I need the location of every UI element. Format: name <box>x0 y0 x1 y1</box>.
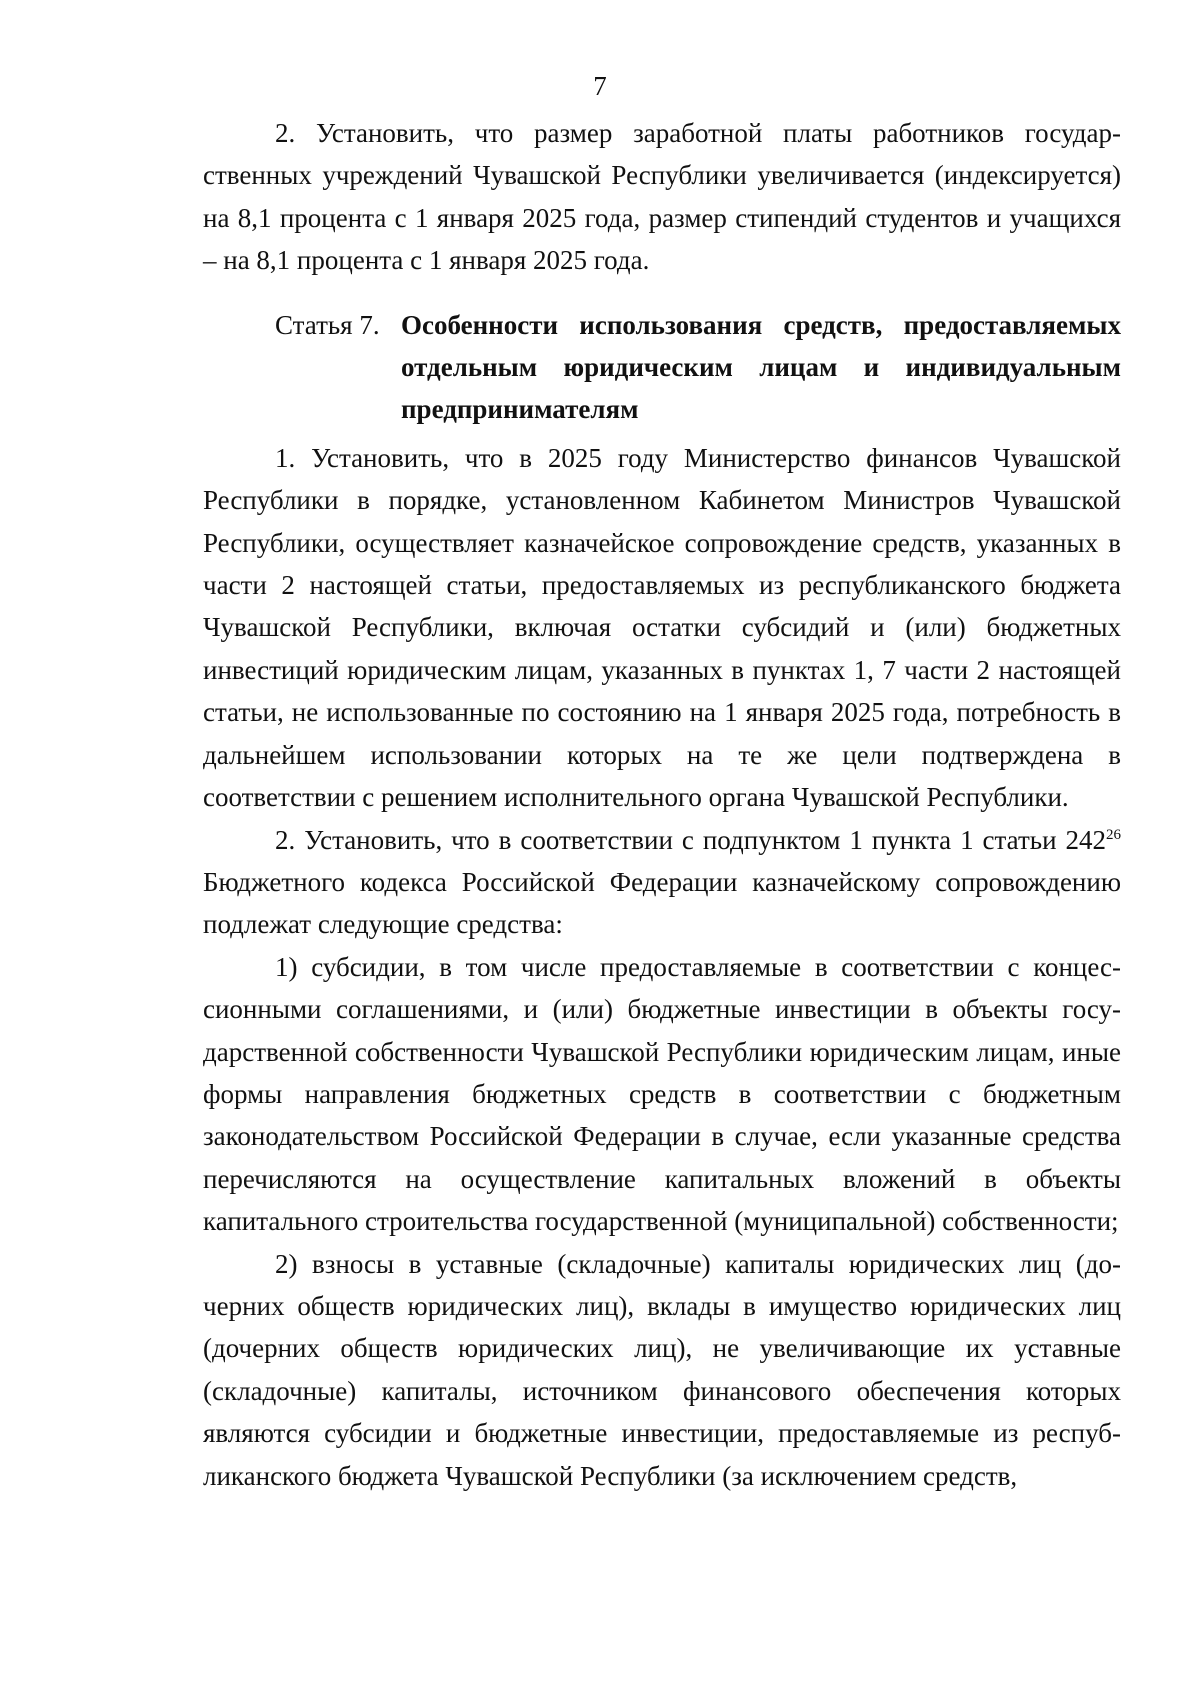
document-body <box>203 112 1121 1497</box>
article-7-heading <box>203 304 1121 431</box>
paragraph-7-1: 1. Установить, что в 2025 году Министерство финансов Чувашской Республики в порядке, установленном Кабинетом Министров Чувашской Республики, осуществляет казначейское сопровождение средств, указанных в части 2 настоящей статьи, предоставляемых из республиканского бюджета Чувашской Республики, включая остатки субсидий и (или) бюджетных инвестиций юридическим лицам, указанных в пунктах 1, 7 части 2 настоящей статьи, не использованные по состоянию на 1 января 2025 года, потребность в дальнейшем использовании которых на те же цели подтверждена в соответствии с решением исполнительного органа Чувашской Республики. <box>203 442 1121 813</box>
paragraph-7-2-start: 2. Установить, что в соответствии с подпунктом 1 пункта 1 статьи 242 <box>275 824 1106 855</box>
paragraph-7-2-end: Бюджетного кодекса Российской Федерации казначейскому сопровождению подлежат следующие средства: <box>203 866 1121 940</box>
paragraph-7-2-item-2: 2) взносы в уставные (складочные) капиталы юридических лиц (дочерних обществ юридических лиц), вклады в имущество юридических лиц (дочерних обществ юридических лиц), не увеличивающие их уставные (складочные) капиталы, источником финансового обеспечения которых являются субсидии и бюджетные инвестиции, предоставляемые из республиканского бюджета Чувашской Республики (за исключением средств, <box>203 1248 1121 1491</box>
page-number: 7 <box>593 71 607 101</box>
article-superscript: 26 <box>1106 826 1121 843</box>
paragraph-7-2 <box>203 819 1121 946</box>
article-7-title: Особенности использования средств, предоставляемых отдельным юридическим лицам и индивидуальным предпринимателям <box>401 309 1121 425</box>
paragraph-7-2-item-1: 1) субсидии, в том числе предоставляемые в соответствии с концессионными соглашениями, и (или) бюджетные инвестиции в объекты государственной собственности Чувашской Республики юридическим лицам, иные формы направления бюджетных средств в соответствии с бюджетным законодательством Российской Федерации в случае, если указанные средства перечисляются на осуществление капитальных вложений в объекты капитального строительства государственной (муниципальной) собственности; <box>203 951 1121 1237</box>
article-7-label: Статья 7. <box>275 309 380 340</box>
paragraph-salary-indexation: 2. Установить, что размер заработной платы работников государственных учреждений Чувашской Республики увеличивается (индексируется) на 8,1 процента с 1 января 2025 года, размер стипендий студентов и учащихся – на 8,1 процента с 1 января 2025 года. <box>203 118 1121 276</box>
